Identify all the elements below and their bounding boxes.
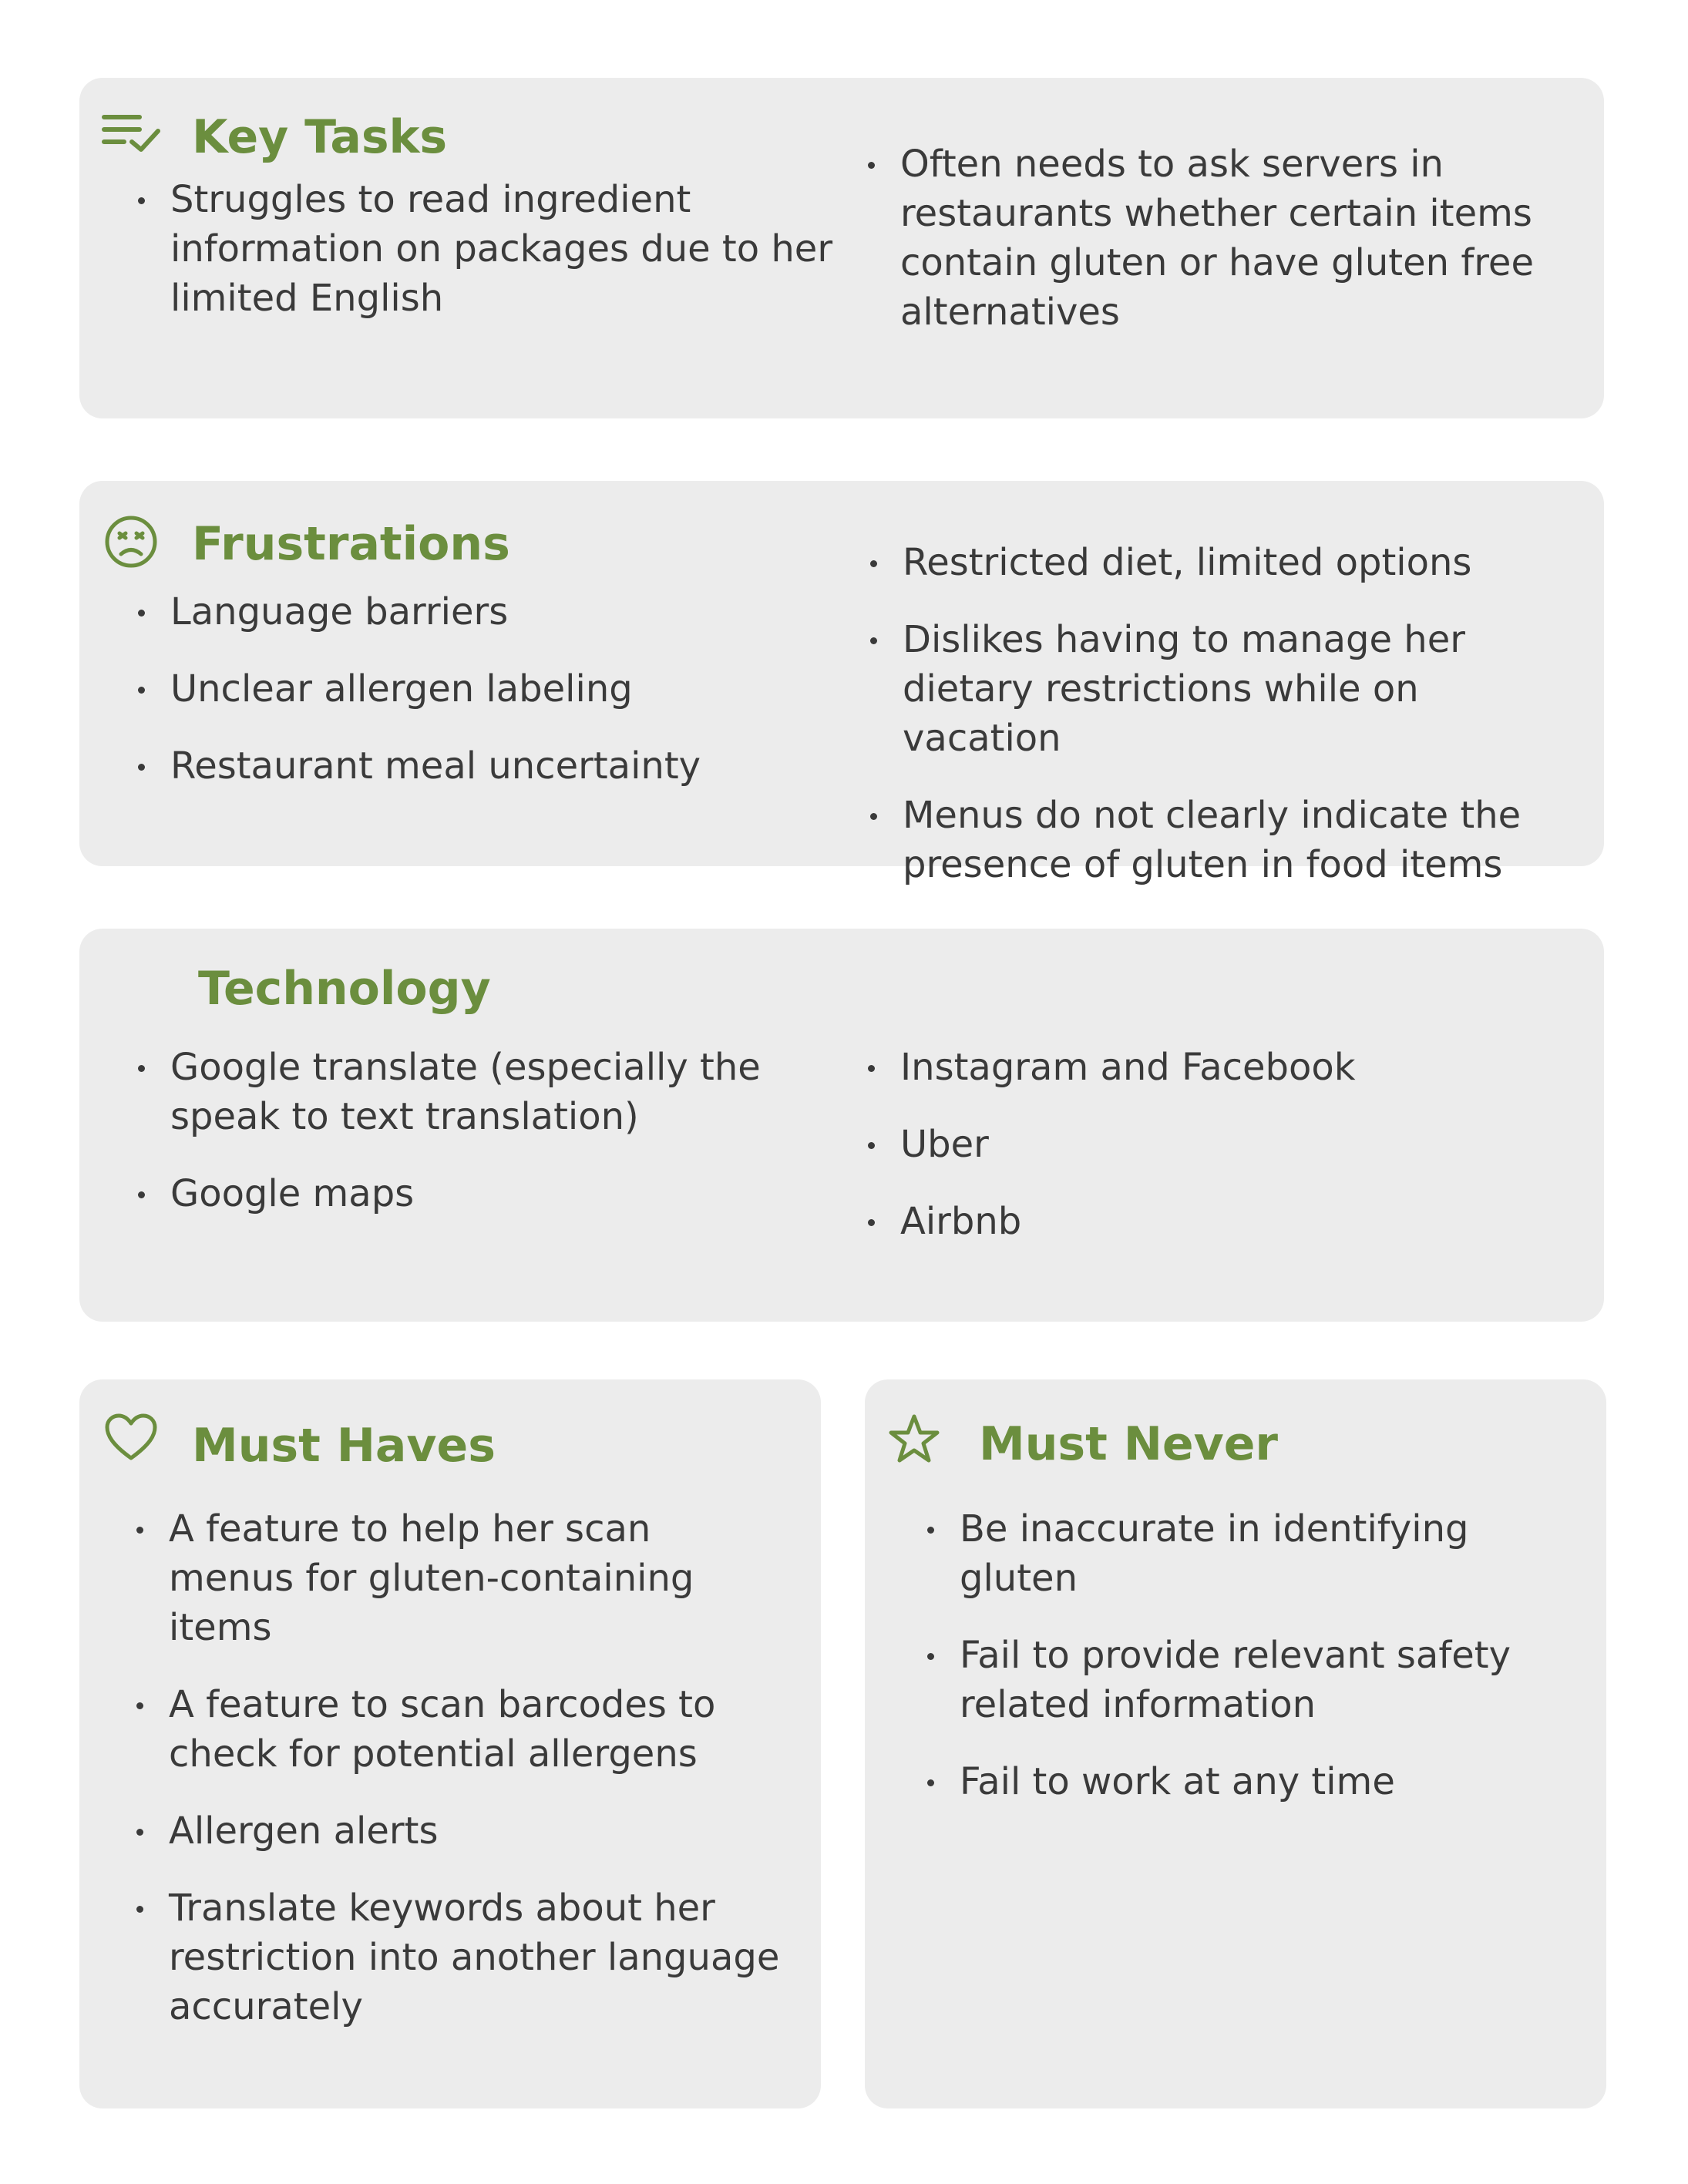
list-item: Allergen alerts <box>169 1806 785 1856</box>
technology-title: Technology <box>198 962 491 1016</box>
frustrations-title: Frustrations <box>192 517 510 571</box>
list-item: Instagram and Facebook <box>900 1043 1563 1092</box>
technology-right-list <box>900 1043 1563 1274</box>
technology-left-list <box>170 1043 833 1246</box>
must-never-title: Must Never <box>979 1417 1279 1471</box>
key-tasks-left-list <box>170 175 833 351</box>
list-item: Uber <box>900 1120 1563 1169</box>
list-item: Language barriers <box>170 587 833 637</box>
frustrations-card <box>79 481 1604 886</box>
list-item: Fail to work at any time <box>960 1757 1576 1806</box>
list-item: A feature to scan barcodes to check for potential allergens <box>169 1680 785 1779</box>
list-item: Struggles to read ingredient information on packages due to her limited English <box>170 175 833 323</box>
must-haves-list <box>169 1504 785 2059</box>
list-item: Google maps <box>170 1169 833 1218</box>
frowning-face-icon <box>104 515 158 569</box>
checklist-icon <box>101 111 163 157</box>
must-haves-title: Must Haves <box>192 1419 496 1473</box>
must-never-card <box>865 1379 1606 2108</box>
list-item: Unclear allergen labeling <box>170 664 833 714</box>
key-tasks-title: Key Tasks <box>192 110 448 164</box>
list-item: Dislikes having to manage her dietary restrictions while on vacation <box>903 615 1581 763</box>
must-never-list <box>960 1504 1576 1834</box>
key-tasks-right-list <box>900 139 1563 365</box>
list-item: Translate keywords about her restriction into another language accurately <box>169 1883 785 2031</box>
must-haves-card <box>79 1379 821 2108</box>
list-item: Fail to provide relevant safety related information <box>960 1631 1576 1729</box>
list-item: Restricted diet, limited options <box>903 538 1581 587</box>
list-item: Menus do not clearly indicate the presence of gluten in food items <box>903 791 1581 889</box>
frustrations-right-list <box>903 538 1581 917</box>
frustrations-left-list <box>170 587 833 818</box>
star-icon <box>888 1413 940 1464</box>
list-item: Google translate (especially the speak to text translation) <box>170 1043 833 1141</box>
list-item: A feature to help her scan menus for gluten-containing items <box>169 1504 785 1652</box>
key-tasks-card <box>79 78 1604 418</box>
list-item: Be inaccurate in identifying gluten <box>960 1504 1576 1603</box>
heart-icon <box>104 1413 158 1463</box>
list-item: Often needs to ask servers in restaurants whether certain items contain gluten or have gluten free alternatives <box>900 139 1563 337</box>
list-item: Restaurant meal uncertainty <box>170 741 833 791</box>
technology-card <box>79 929 1604 1322</box>
list-item: Airbnb <box>900 1197 1563 1246</box>
